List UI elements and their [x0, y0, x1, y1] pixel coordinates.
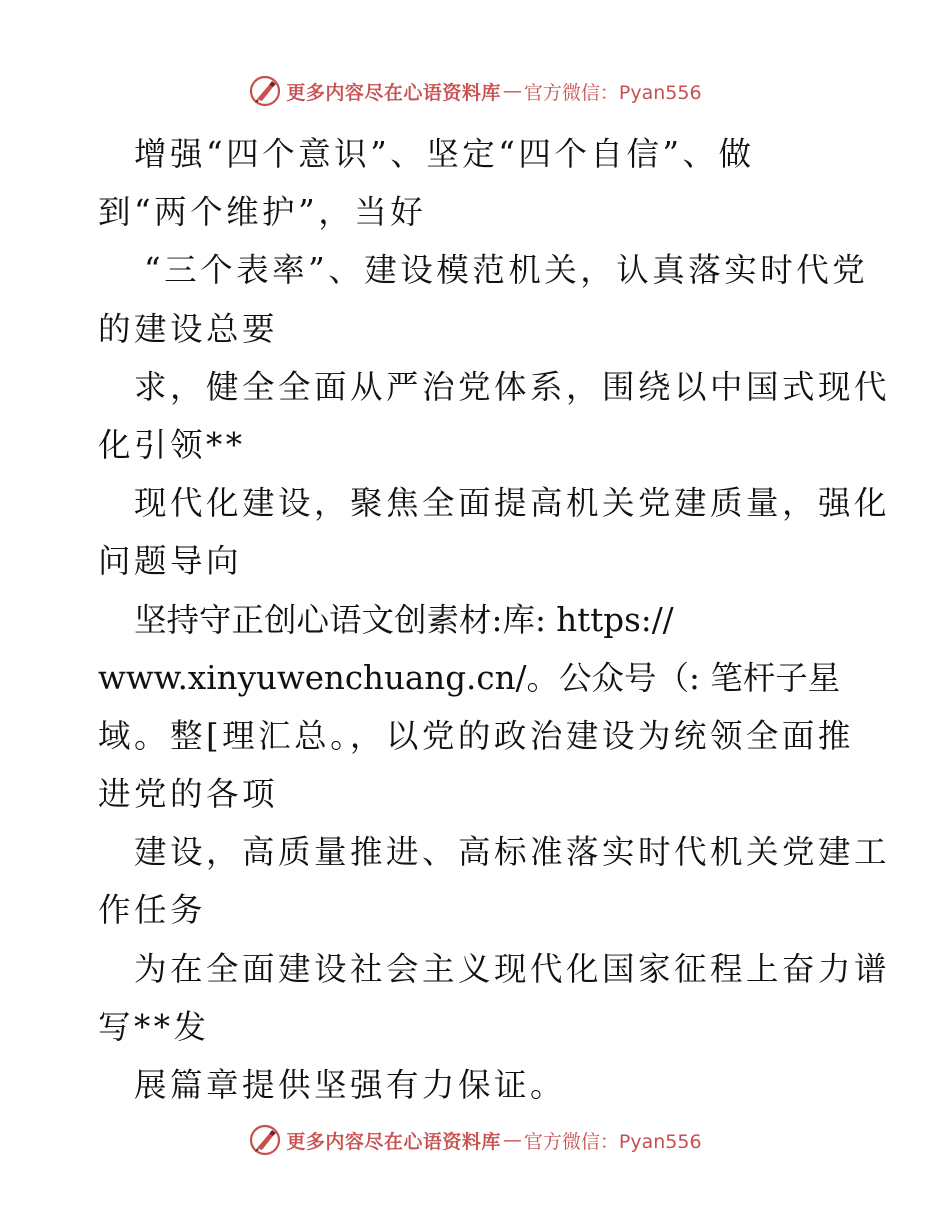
- text-line: 建设，高质量推进、高标准落实时代机关党建工: [134, 833, 891, 872]
- banner-dash: —: [502, 80, 522, 102]
- text-line: 求，健全全面从严治党体系，围绕以中国式现代: [134, 367, 891, 406]
- banner-contact: 官方微信：Pyan556: [523, 81, 702, 104]
- text-line: 域。整[理汇总。，以党的政治建设为统领全面推: [98, 716, 854, 755]
- footer-banner: [0, 1120, 950, 1160]
- header-banner: [0, 71, 950, 111]
- text-line: 进党的各项: [98, 775, 279, 814]
- text-line: www.xinyuwenchuang.cn/。公众号（: 笔杆子星: [98, 658, 841, 697]
- text-line: 现代化建设，聚焦全面提高机关党建质量，强化: [134, 484, 891, 523]
- text-line: 增强“四个意识”、坚定“四个自信”、做: [134, 135, 755, 173]
- text-line: 坚持守正创心语文创素材:库: https://: [134, 600, 674, 639]
- text-line: 展篇章提供坚强有力保证。: [134, 1066, 567, 1104]
- banner-title: 更多内容尽在心语资料库: [286, 81, 501, 104]
- text-line: “三个表率”、建设模范机关，认真落实时代党: [144, 251, 869, 290]
- fountain-pen-logo-icon: [248, 1123, 282, 1157]
- fountain-pen-logo-icon: [248, 74, 282, 108]
- banner-contact: 官方微信：Pyan556: [523, 1130, 702, 1153]
- text-line: 化引领**: [98, 425, 246, 464]
- banner-dash: —: [502, 1129, 522, 1151]
- text-line: 写**发: [98, 1007, 210, 1046]
- banner-title: 更多内容尽在心语资料库: [286, 1130, 501, 1153]
- text-line: 的建设总要: [98, 309, 279, 348]
- text-line: 为在全面建设社会主义现代化国家征程上奋力谱: [134, 949, 891, 988]
- text-line: 作任务: [98, 891, 207, 930]
- body-text: [98, 125, 891, 1114]
- text-line: 到“两个维护”，当好: [98, 193, 427, 232]
- text-line: 问题导向: [98, 542, 243, 581]
